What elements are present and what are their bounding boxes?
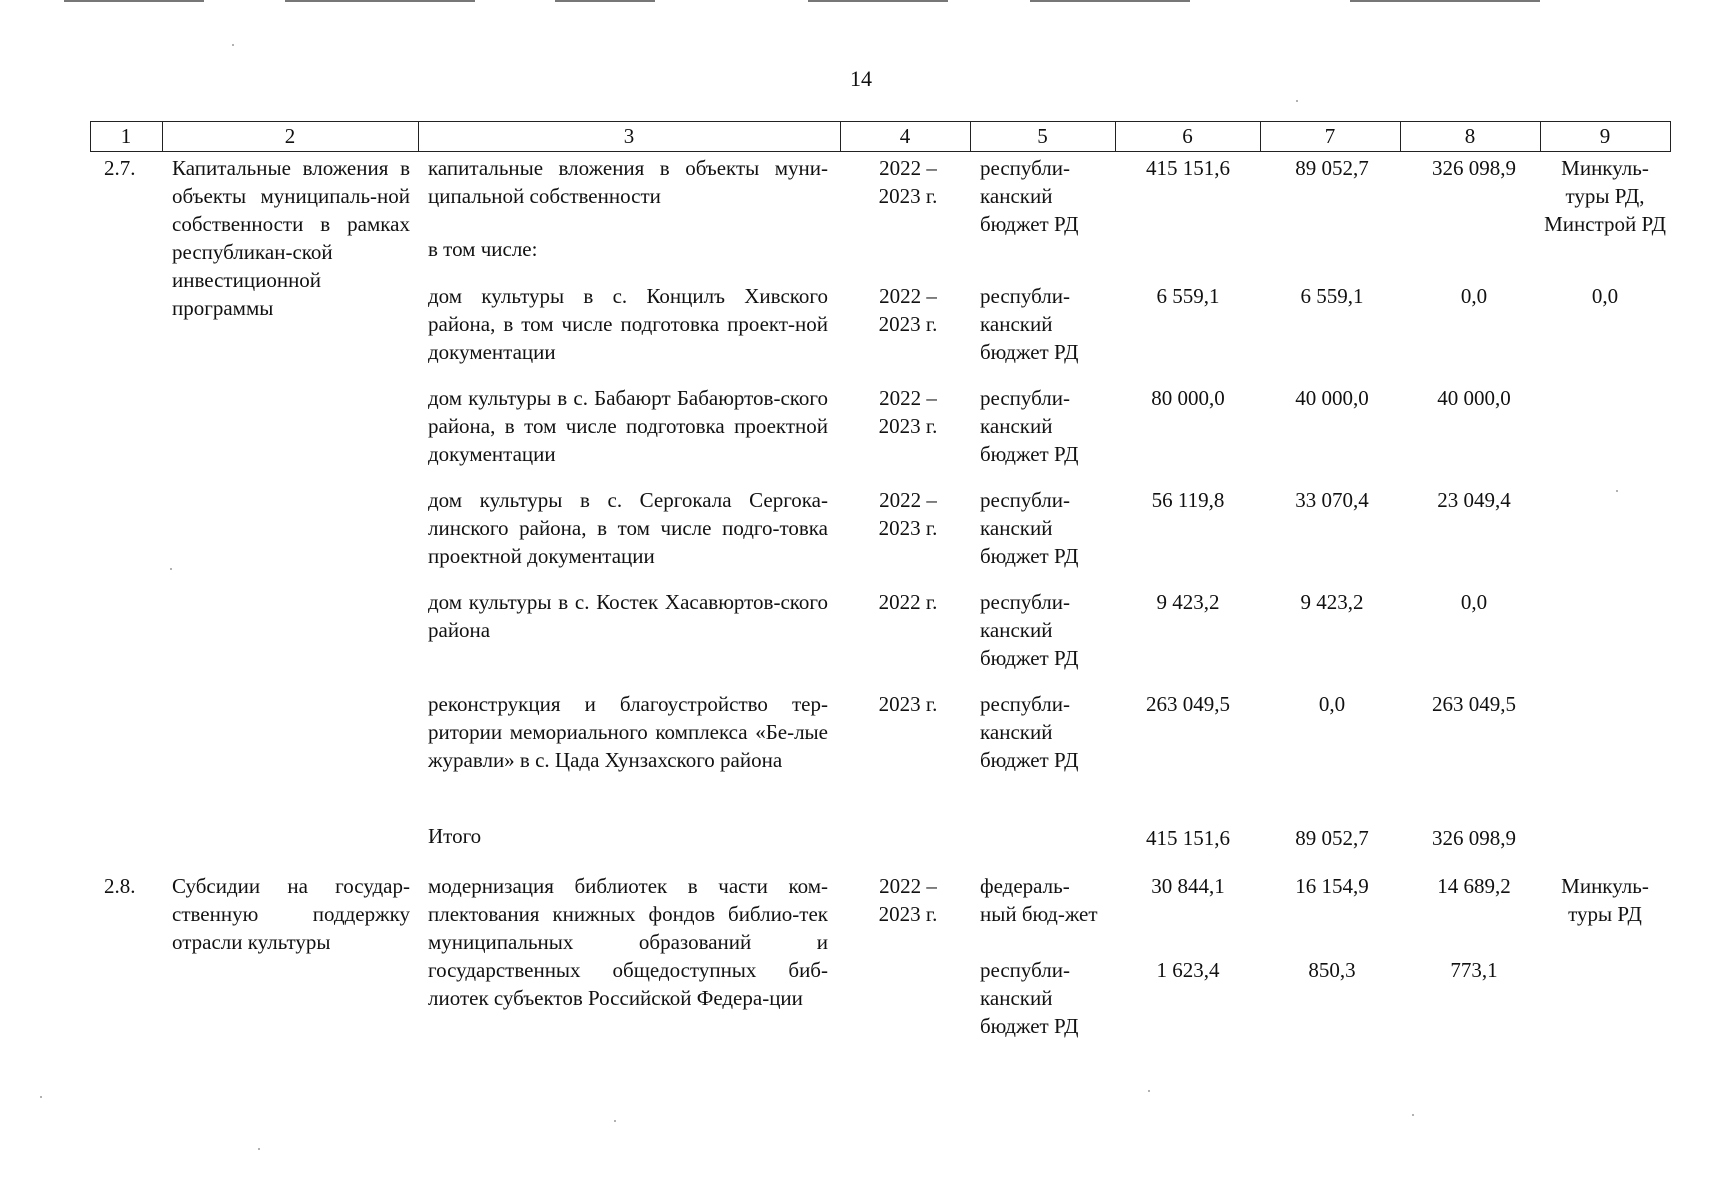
top-edge-rule xyxy=(555,0,655,2)
row-description: дом культуры в с. Концилъ Хивского района, в том числе подготовка проект-ной документации xyxy=(428,284,828,364)
row-total-value: 415 151,6 xyxy=(1146,156,1230,180)
top-edge-rule xyxy=(808,0,948,2)
row-executor: Минкуль-туры РД xyxy=(1561,874,1649,926)
scan-speck xyxy=(1412,1114,1414,1116)
total-value-2022: 89 052,7 xyxy=(1295,826,1369,850)
row-description: дом культуры в с. Костек Хасавюртов-ского района xyxy=(428,590,828,642)
header-cell: 2 xyxy=(284,124,296,148)
col-divider xyxy=(1670,121,1671,152)
row-value-2022: 6 559,1 xyxy=(1300,284,1364,308)
row-number: 2.8. xyxy=(104,874,136,898)
row-republic-total: 1 623,4 xyxy=(1156,958,1220,982)
row-number: 2.7. xyxy=(104,156,136,180)
row-description: дом культуры в с. Сергокала Сергока-линского района, в том числе подго-товка проектной документации xyxy=(428,488,828,568)
row-period: 2023 г. xyxy=(878,692,938,716)
header-bottom-line xyxy=(90,151,1670,152)
row-value-2023: 263 049,5 xyxy=(1432,692,1516,716)
top-edge-rule xyxy=(1030,0,1190,2)
row-executor: Минкуль-туры РД, Минстрой РД xyxy=(1544,156,1666,236)
row-total-value: 263 049,5 xyxy=(1146,692,1230,716)
row-description: дом культуры в с. Бабаюрт Бабаюртов-ского района, в том числе подготовка проектной документации xyxy=(428,386,828,466)
row-republic-2022: 850,3 xyxy=(1308,958,1356,982)
header-cell: 5 xyxy=(1037,124,1048,148)
row-value-2022: 0,0 xyxy=(1318,692,1346,716)
header-cell: 1 xyxy=(120,124,132,148)
row-total-value: 80 000,0 xyxy=(1151,386,1225,410)
row-period: 2022 – 2023 г. xyxy=(878,284,938,336)
row-name: Капитальные вложения в объекты муниципаль-ной собственности в рамках республикан-ской инвестиционной программы xyxy=(172,156,410,320)
header-cell: 6 xyxy=(1182,124,1193,148)
row-value-2023: 40 000,0 xyxy=(1437,386,1511,410)
row-federal-total: 30 844,1 xyxy=(1151,874,1225,898)
scan-speck xyxy=(232,44,234,46)
row-source: республи-канский бюджет РД xyxy=(980,156,1079,236)
row-source: республи-канский бюджет РД xyxy=(980,284,1079,364)
row-source-republic: республи-канский бюджет РД xyxy=(980,958,1079,1038)
row-value-2023: 23 049,4 xyxy=(1437,488,1511,512)
row-total-value: 6 559,1 xyxy=(1156,284,1220,308)
scan-speck xyxy=(1296,100,1298,102)
row-name: Субсидии на государ-ственную поддержку отрасли культуры xyxy=(172,874,410,954)
row-value-col9: 0,0 xyxy=(1591,284,1619,308)
row-period: 2022 – 2023 г. xyxy=(878,156,938,208)
row-description: модернизация библиотек в части ком-плектования книжных фондов библио-тек муниципальных образований и государственных общедоступных биб-лиотек субъектов Российской Федера-ции xyxy=(428,874,828,1010)
row-value-2022: 9 423,2 xyxy=(1300,590,1364,614)
total-value: 415 151,6 xyxy=(1146,826,1230,850)
row-period: 2022 – 2023 г. xyxy=(878,386,938,438)
row-value-2023: 0,0 xyxy=(1460,284,1488,308)
row-source: республи-канский бюджет РД xyxy=(980,590,1079,670)
top-edge-rule xyxy=(1350,0,1540,2)
header-cell: 7 xyxy=(1324,124,1336,148)
row-source: республи-канский бюджет РД xyxy=(980,488,1079,568)
row-source: республи-канский бюджет РД xyxy=(980,692,1079,772)
row-period: 2022 – 2023 г. xyxy=(878,488,938,540)
row-description: реконструкция и благоустройство тер-ритории мемориального комплекса «Бе-лые журавли» в с. Цада Хунзахского района xyxy=(428,692,828,772)
header-top-line xyxy=(90,121,1670,122)
row-source-federal: федераль-ный бюд-жет xyxy=(980,874,1098,926)
scan-speck xyxy=(170,568,172,570)
header-cell: 3 xyxy=(623,124,635,148)
header-cell: 4 xyxy=(899,124,911,148)
row-value-2023: 0,0 xyxy=(1460,590,1488,614)
row-total-value: 56 119,8 xyxy=(1151,488,1225,512)
row-republic-2023: 773,1 xyxy=(1450,958,1498,982)
row-value-2022: 33 070,4 xyxy=(1295,488,1369,512)
scan-speck xyxy=(1148,1090,1150,1092)
row-period: 2022 г. xyxy=(878,590,938,614)
row-federal-2022: 16 154,9 xyxy=(1295,874,1369,898)
row-value-2023: 326 098,9 xyxy=(1432,156,1516,180)
row-source: республи-канский бюджет РД xyxy=(980,386,1079,466)
row-total-value: 9 423,2 xyxy=(1156,590,1220,614)
header-cell: 9 xyxy=(1599,124,1611,148)
row-federal-2023: 14 689,2 xyxy=(1437,874,1511,898)
row-including-label: в том числе: xyxy=(428,237,538,261)
row-period: 2022 – 2023 г. xyxy=(878,874,938,926)
scan-speck xyxy=(40,1096,42,1098)
top-edge-rule xyxy=(285,0,475,2)
top-edge-rule xyxy=(64,0,204,2)
row-description: капитальные вложения в объекты муни-ципальной собственности xyxy=(428,156,828,208)
scan-speck xyxy=(614,1120,616,1122)
scan-speck xyxy=(1616,490,1618,492)
total-value-2023: 326 098,9 xyxy=(1432,826,1516,850)
header-cell: 8 xyxy=(1464,124,1476,148)
scan-speck xyxy=(258,1148,260,1150)
row-value-2022: 89 052,7 xyxy=(1295,156,1369,180)
row-value-2022: 40 000,0 xyxy=(1295,386,1369,410)
page-number: 14 xyxy=(850,66,872,91)
total-label: Итого xyxy=(428,824,482,848)
